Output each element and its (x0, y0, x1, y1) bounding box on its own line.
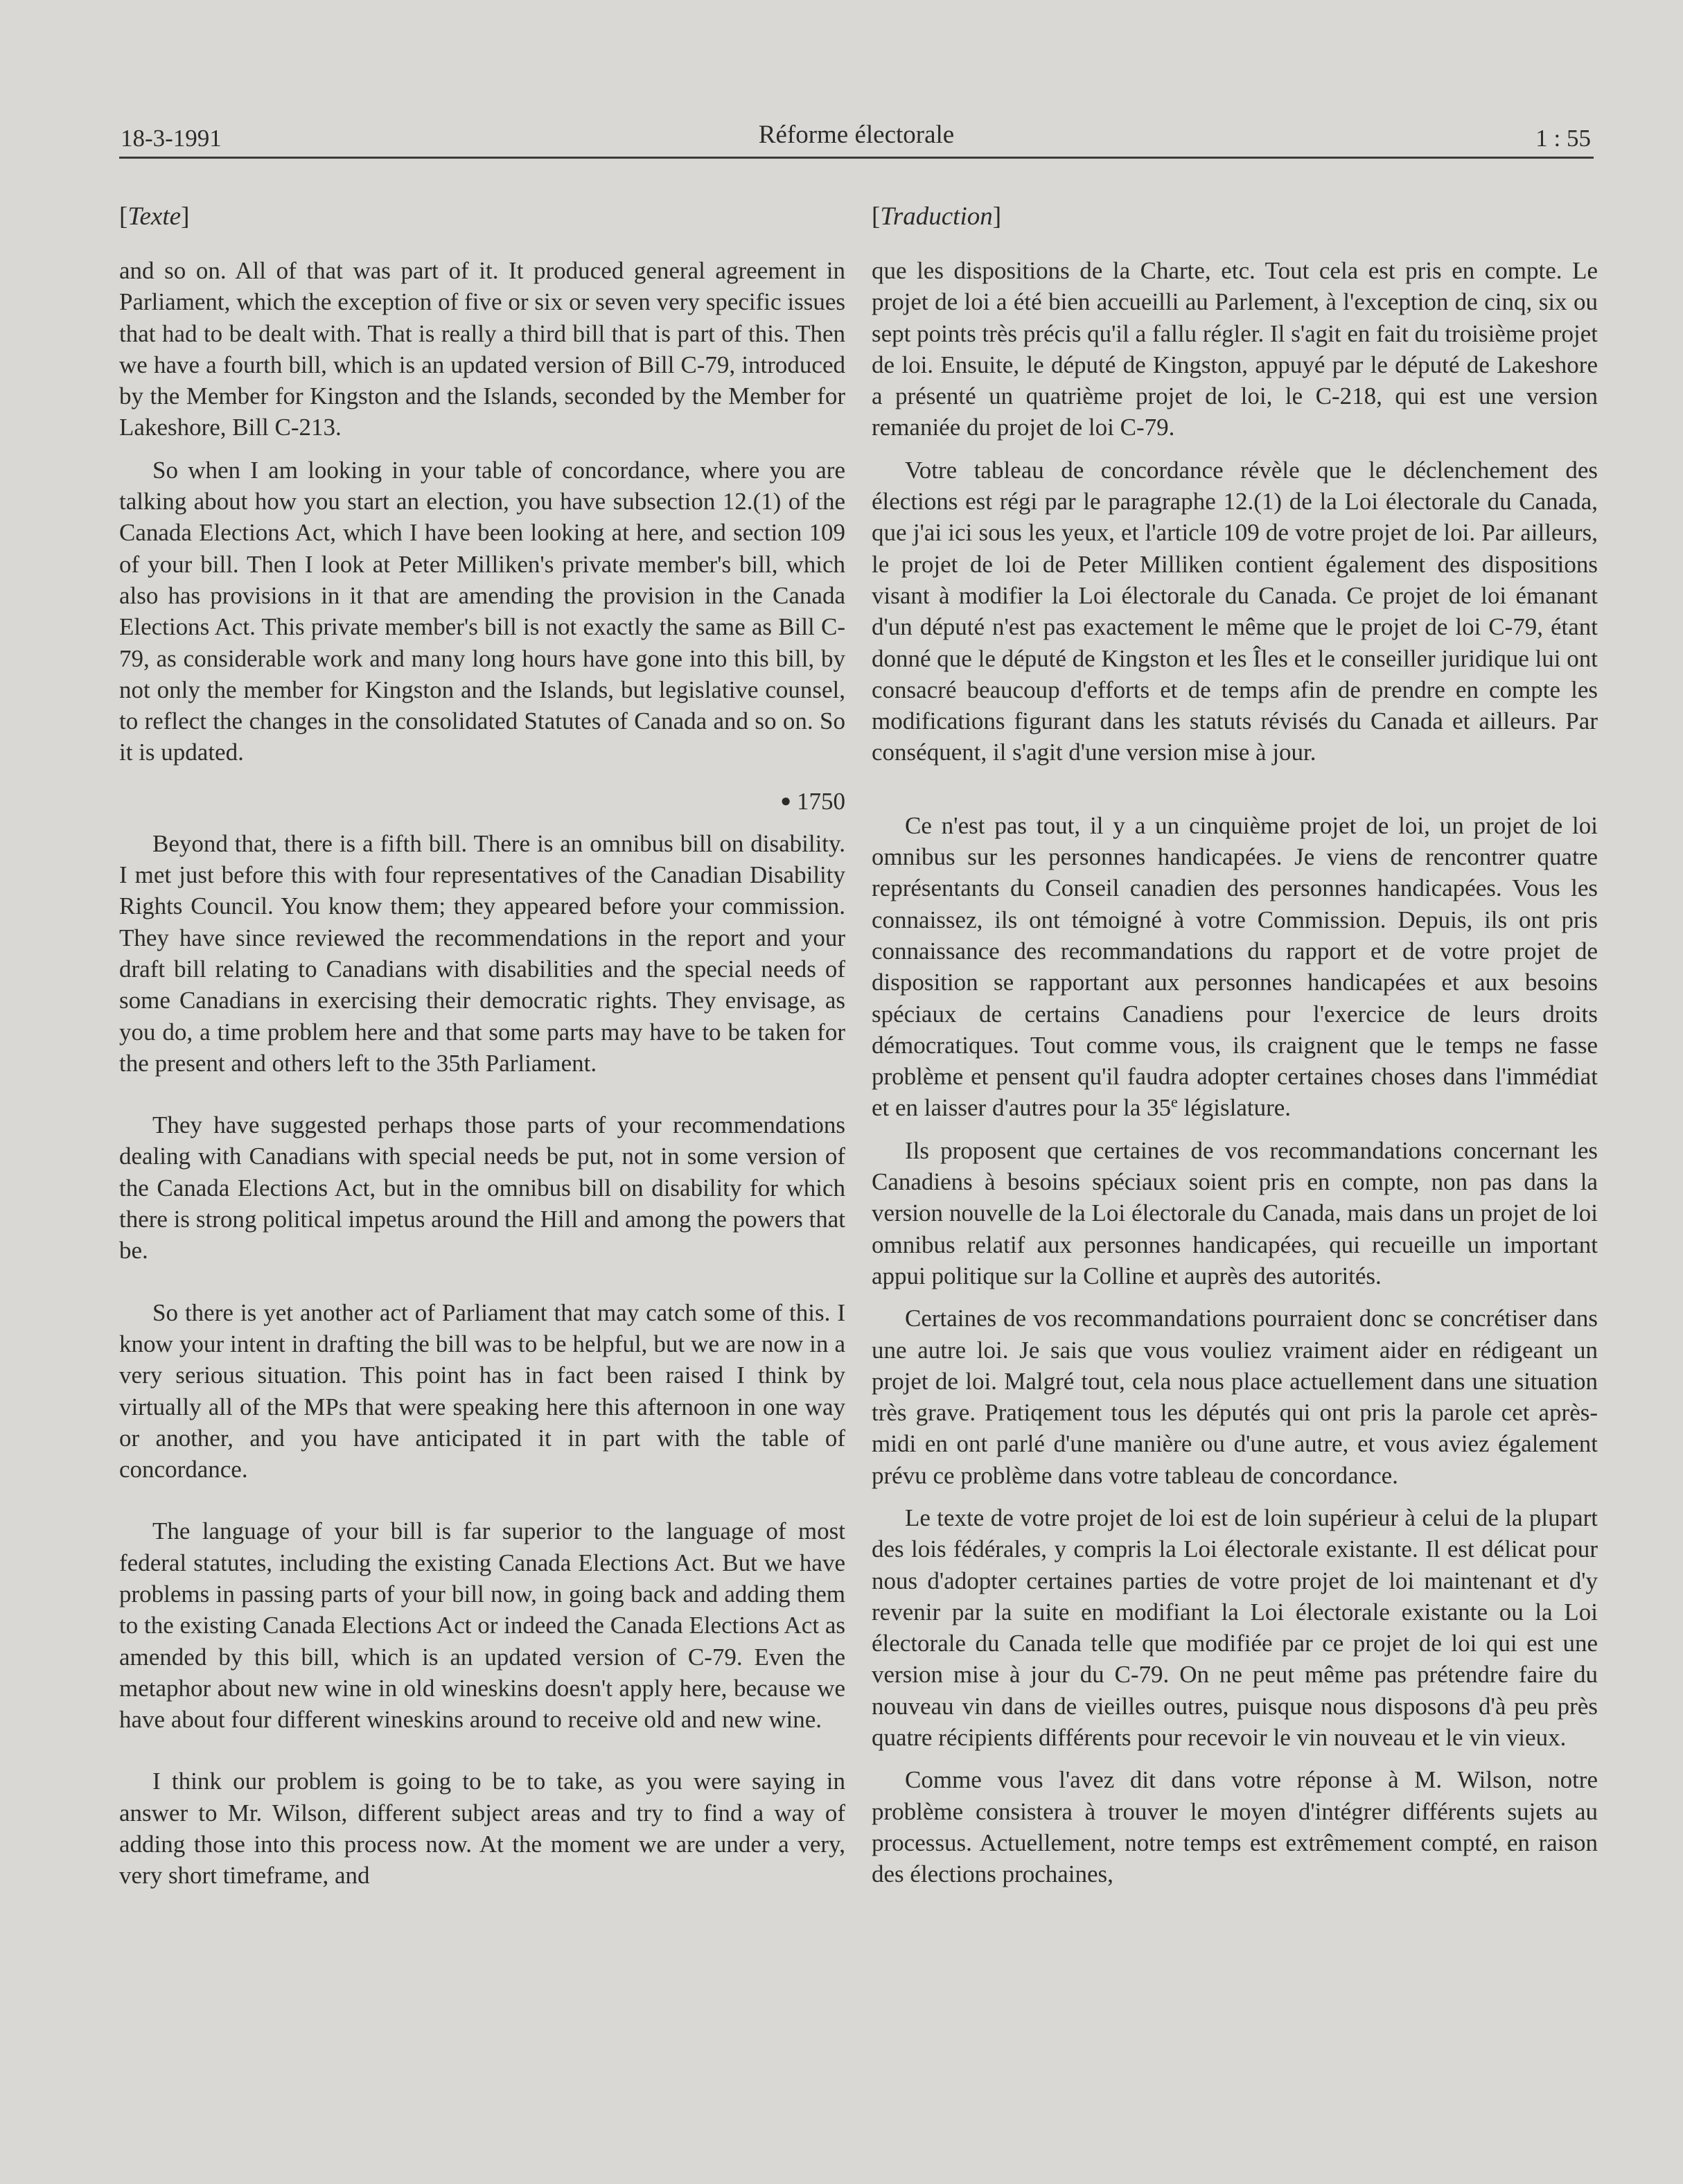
paragraph: The language of your bill is far superior to the language of most federal statutes, including the existing Canada Elections Act. But we have problems in passing parts of your bill now, in going back and adding them to the existing Canada Elections Act or indeed the Canada Elections Act as amended by this bill, which is an updated version of C-79. Even the metaphor about new wine in old wineskins doesn't apply here, because we have about four different wineskins around to receive old and new wine. (119, 1517, 845, 1734)
header-title: Réforme électorale (758, 121, 955, 149)
paragraph: They have suggested perhaps those parts of your recommendations dealing with Canadians with special needs be put, not in some version of the Canada Elections Act, but in the omnibus bill on disability for which there is strong political impetus around the Hill and among the powers that be. (119, 1111, 845, 1265)
column-label-texte: [Texte] (119, 202, 190, 231)
paragraph: Beyond that, there is a fifth bill. There is an omnibus bill on disability. I met just before this with four representatives of the Canadian Disability Rights Council. You know them; they appeared before your commission. They have since reviewed the recommendations in the report and your draft bill relating to Canadians with disabilities and the special needs of some Canadians in exercising their democratic rights. They envisage, as you do, a time problem here and that some parts may have to be taken for the present and others left to the 35th Parliament. (119, 829, 845, 1077)
header-page-number: 1 : 55 (1535, 125, 1591, 152)
bullet-icon: ● (780, 790, 791, 811)
french-column (872, 201, 1598, 1890)
paragraph: que les dispositions de la Charte, etc. Tout cela est pris en compte. Le projet de loi a été bien accueilli au Parlement, à l'exception de cinq, six ou sept points très précis qu'il a fallu régler. Il s'agit en fait du troisième projet de loi. Ensuite, le député de Kingston, appuyé par le député de Lakeshore a présenté un quatrième projet de loi, le C-218, qui est une version remaniée du projet de loi C-79. (872, 257, 1598, 441)
column-label-traduction: [Traduction] (872, 202, 1002, 231)
paragraph: Le texte de votre projet de loi est de loin supérieur à celui de la plupart des lois fédérales, y compris la Loi électorale existante. Il est délicat pour nous d'adopter certaines parties de votre projet de loi maintenant et d'y revenir par la suite en modifiant la Loi électorale existante ou la Loi électorale du Canada telle que modifiée par ce projet de loi qui est une version mise à jour du C-79. On ne peut même pas prétendre faire du nouveau vin dans de vieilles outres, puisque nous disposons d'à peu près quatre récipients différents pour recevoir le vin nouveau et le vin vieux. (872, 1504, 1598, 1752)
running-header (119, 114, 1594, 159)
paragraph: Certaines de vos recommandations pourraient donc se concrétiser dans une autre loi. Je sais que vous vouliez vraiment aider en rédigeant un projet de loi. Malgré tout, cela nous place actuellement dans une situation très grave. Pratiqement tous les députés qui ont pris la parole cet après-midi en ont parlé d'une manière ou d'une autre, et vous aviez également prévu ce problème dans votre tableau de concordance. (872, 1305, 1598, 1489)
paragraph: and so on. All of that was part of it. It produced general agreement in Parliament, which the exception of five or six or seven very specific issues that had to be dealt with. That is really a third bill that is part of this. Then we have a fourth bill, which is an updated version of Bill C-79, introduced by the Member for Kingston and the Islands, seconded by the Member for Lakeshore, Bill C-213. (119, 257, 845, 441)
paragraph: Comme vous l'avez dit dans votre réponse à M. Wilson, notre problème consistera à trouver le moyen d'intégrer différents sujets au processus. Actuellement, notre temps est extrêmement compté, en raison des élections prochaines, (872, 1766, 1598, 1888)
timestamp-marker: ● 1750 (780, 787, 845, 815)
paragraph: Ce n'est pas tout, il y a un cinquième projet de loi, un projet de loi omnibus sur les personnes handicapées. Je viens de rencontrer quatre représentants du Conseil canadien des personnes handicapées. Vous les connaissez, ils ont témoigné à votre Commission. Depuis, ils ont pris connaissance des recommandations du rapport et de votre projet de disposition se rapportant aux personnes handicapées et aux besoins spéciaux de certains Canadiens pour l'exercice de leurs droits démocratiques. Tout comme vous, ils craignent que le temps ne fasse problème et pensent qu'il faudra adopter certaines choses dans l'immédiat et en laisser d'autres pour la 35e législature. (872, 811, 1598, 1122)
paragraph: I think our problem is going to be to take, as you were saying in answer to Mr. Wilson, different subject areas and try to find a way of adding those into this process now. At the moment we are under a very, very short timeframe, and (119, 1768, 845, 1890)
header-date: 18-3-1991 (121, 125, 222, 152)
english-column (119, 201, 845, 1892)
paragraph: So when I am looking in your table of concordance, where you are talking about how you start an election, you have subsection 12.(1) of the Canada Elections Act, which I have been looking at here, and section 109 of your bill. Then I look at Peter Milliken's private member's bill, which also has provisions in it that are amending the provision in the Canada Elections Act. This private member's bill is not exactly the same as Bill C-79, as considerable work and many long hours have gone into this bill, by not only the member for Kingston and the Islands, but legislative counsel, to reflect the changes in the consolidated Statutes of Canada and so on. So it is updated. (119, 456, 845, 766)
paragraph: So there is yet another act of Parliament that may catch some of this. I know your intent in drafting the bill was to be helpful, but we are now in a very serious situation. This point has in fact been raised I think by virtually all of the MPs that were speaking here this afternoon in one way or another, and you have anticipated it in part with the table of concordance. (119, 1298, 845, 1483)
paragraph: Ils proposent que certaines de vos recommandations concernant les Canadiens à besoins spéciaux soient pris en compte, non pas dans la version nouvelle de la Loi électorale du Canada, mais dans un projet de loi omnibus relatif aux personnes handicapées, qui recueille un important appui politique sur la Colline et auprès des autorités. (872, 1136, 1598, 1289)
paragraph: Votre tableau de concordance révèle que le déclenchement des élections est régi par le paragraphe 12.(1) de la Loi électorale du Canada, que j'ai ici sous les yeux, et l'article 109 de votre projet de loi. Par ailleurs, le projet de loi de Peter Milliken contient également des dispositions visant à modifier la Loi électorale du Canada. Ce projet de loi émanant d'un député n'est pas exactement le même que le projet de loi C-79, étant donné que le député de Kingston et les Îles et le conseiller juridique lui ont consacré beaucoup d'efforts et de temps afin de prendre en compte les modifications figurant dans les statuts révisés du Canada et ailleurs. Par conséquent, il s'agit d'une version mise à jour. (872, 456, 1598, 766)
